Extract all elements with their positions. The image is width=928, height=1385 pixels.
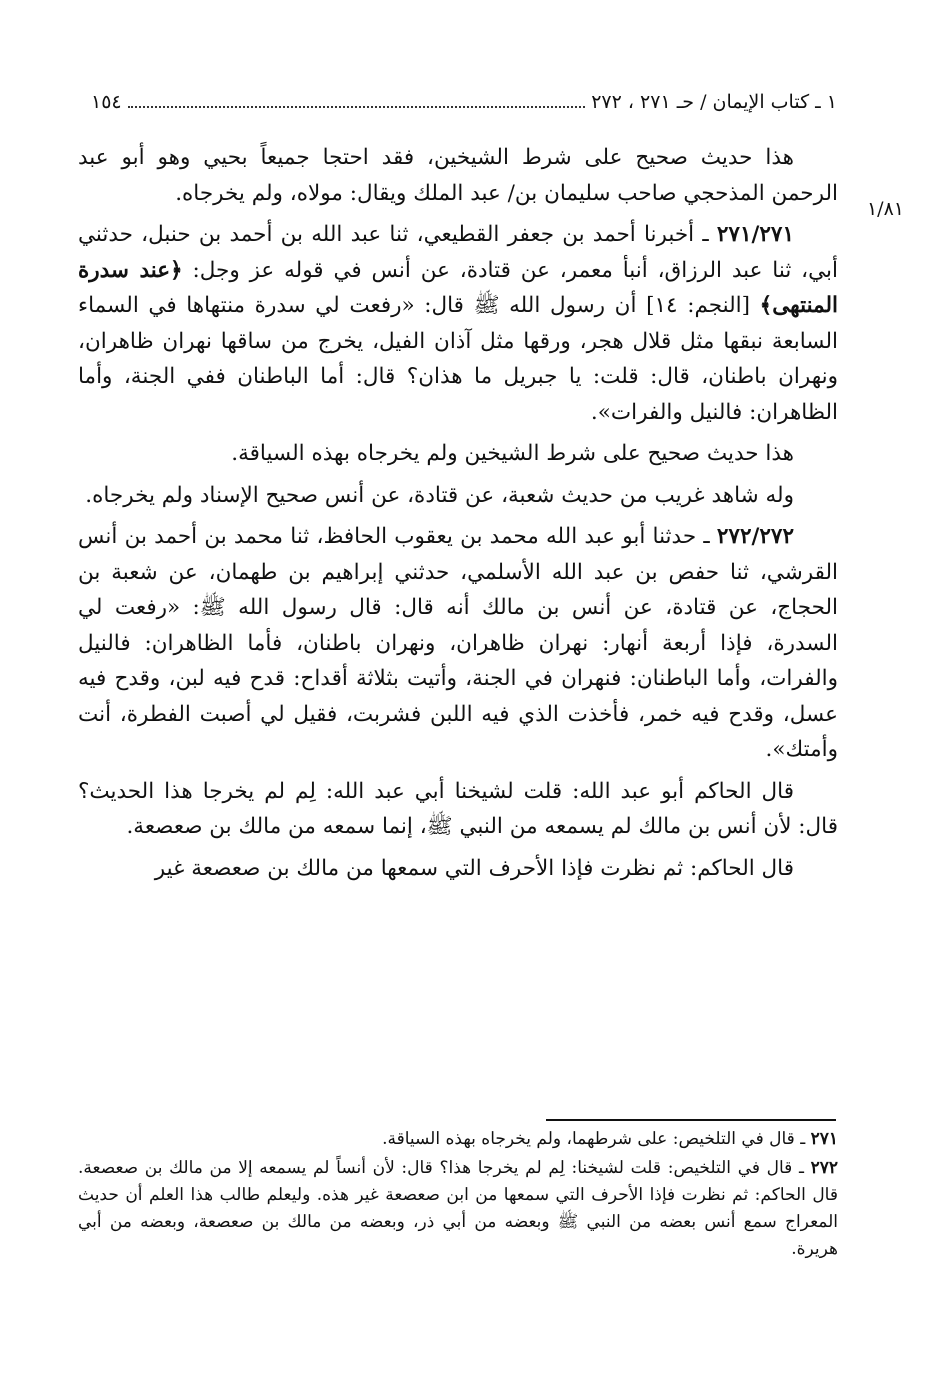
hadith-number-272: ٢٧٢/٢٧٢ [716,524,794,549]
footnote-text-272: ـ قال في التلخيص: قلت لشيخنا: لِم لم يخرجا هذا؟ قال: لأن أنساً لم يسمعه إلا من مالك بن صعصعة. قال الحاكم: ثم نظرت فإذا الأحرف التي سمعها من ابن صعصعة غير هذه. وليعلم طالب هذا العلم أن حديث المعراج سمع أنس بعضه من النبي ﷺ وبعضه من أبي ذر، وبعضه من مالك بن صعصعة، وبعضه من أبي هريرة. [78,1158,838,1259]
page-header [85,86,837,114]
paragraph-commentary-4: قال الحاكم أبو عبد الله: قلت لشيخنا أبي عبد الله: لِم لم يخرجا هذا الحديث؟ قال: لأن أنس بن مالك لم يسمعه من النبي ﷺ، إنما سمعه من مالك بن صعصعة. [78,778,838,839]
hadith-271-matn: [النجم: ١٤] أن رسول الله ﷺ قال: «رفعت لي سدرة منتهاها في السماء السابعة نبقها مثل قلال هجر، ورقها مثل آذان الفيل، يخرج من ساقها نهران ظاهران، ونهران باطنان، قال: قلت: يا جبريل ما هذان؟ قال: أما الباطنان ففي الجنة، وأما الظاهران: فالنيل والفرات». [78,293,838,425]
quran-citation: ﴿عند سدرة المنتهى﴾ [78,257,839,318]
footnote-271 [78,1126,838,1153]
paragraph-commentary-2: هذا حديث صحيح على شرط الشيخين ولم يخرجاه بهذه السياقة. [231,441,794,466]
paragraph-commentary-5: قال الحاكم: ثم نظرت فإذا الأحرف التي سمعها من مالك بن صعصعة غير [154,855,794,881]
main-text [78,140,838,892]
paragraph-commentary-1: هذا حديث صحيح على شرط الشيخين، فقد احتجا جميعاً بحيي وهو أبو عبد الرحمن المذحجي صاحب سليمان بن/ عبد الملك ويقال: مولاه، ولم يخرجاه. [78,145,838,206]
hadith-number-271: ٢٧١/٢٧١ [716,222,794,247]
hadith-272 [78,519,838,768]
footnote-number-271: ٢٧١ [810,1129,838,1149]
paragraph-commentary-3: وله شاهد غريب من حديث شعبة، عن قتادة، عن أنس صحيح الإسناد ولم يخرجاه. [85,482,794,508]
footnotes [78,1126,838,1265]
footnote-text-271: ـ قال في التلخيص: على شرطهما، ولم يخرجاه بهذه السياقة. [382,1129,811,1149]
footnote-272 [78,1155,838,1263]
page-number: ١٥٤ [91,91,122,113]
hadith-272-text: ـ حدثنا أبو عبد الله محمد بن يعقوب الحافظ، ثنا محمد بن أحمد بن أنس القرشي، ثنا حفص بن عبد الله الأسلمي، حدثني إبراهيم بن طهمان، عن شعبة بن الحجاج، عن قتادة، عن أنس بن مالك أنه قال: قال رسول الله ﷺ: «رفعت لي السدرة، فإذا أربعة أنهار: نهران ظاهران، ونهران باطنان، فأما الظاهران: فالنيل والفرات، وأما الباطنان: فنهران في الجنة، وأتيت بثلاثة أقداح: قدح فيه لبن، وقدح فيه عسل، وقدح فيه خمر، فأخذت الذي فيه اللبن فشربت، فقيل لي أصبت الفطرة، أنت وأمتك». [78,524,838,762]
margin-reference: ١/٨١ [866,198,904,220]
hadith-271-isnad: ـ أخبرنا أحمد بن جعفر القطيعي، ثنا عبد الله بن أحمد بن حنبل، حدثني أبي، ثنا عبد الرزاق، أنبأ معمر، عن قتادة، عن أنس في قوله عز وجل: [78,222,838,283]
running-title: ١ ـ كتاب الإيمان / حـ ٢٧١ ، ٢٧٢ [591,91,837,113]
hadith-271 [78,217,838,430]
footnote-separator [546,1119,836,1121]
header-dotted-leader [128,105,586,108]
footnote-number-272: ٢٧٢ [810,1158,838,1178]
